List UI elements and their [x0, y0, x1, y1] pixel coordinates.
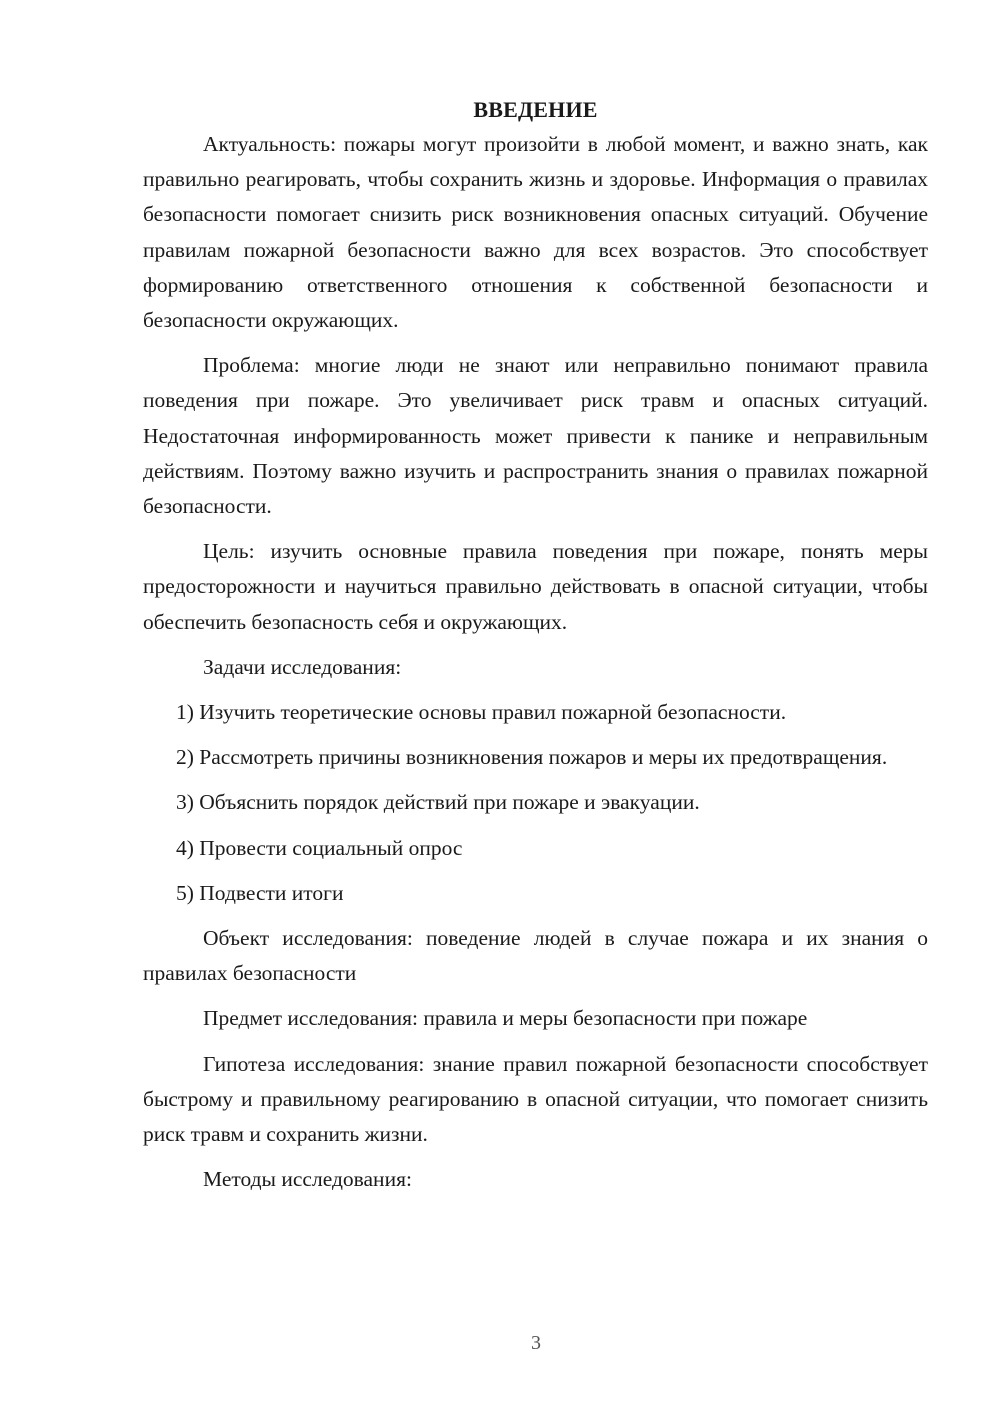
paragraph-hypothesis: Гипотеза исследования: знание правил пожарной безопасности способствует быстрому и правильному реагированию в опасной ситуации, что помогает снизить риск травм и сохранить жизни. — [143, 1051, 928, 1147]
task-item: 1) Изучить теоретические основы правил пожарной безопасности. — [176, 700, 787, 725]
paragraph-object: Объект исследования: поведение людей в случае пожара и их знания о правилах безопасности — [143, 926, 928, 986]
paragraph-goal: Цель: изучить основные правила поведения при пожаре, понять меры предосторожности и научиться правильно действовать в опасной ситуации, чтобы обеспечить безопасность себя и окружающих. — [143, 539, 928, 634]
task-item: 3) Объяснить порядок действий при пожаре и эвакуации. — [176, 790, 700, 815]
paragraph-problem: Проблема: многие люди не знают или неправильно понимают правила поведения при пожаре. Это увеличивает риск травм и опасных ситуаций. Недостаточная информированность может привести к панике и неправильным действиям. Поэтому важно изучить и распространить знания о правилах пожарной безопасности. — [143, 353, 928, 519]
paragraph-subject: Предмет исследования: правила и меры безопасности при пожаре — [203, 1006, 808, 1031]
paragraph-relevance: Актуальность: пожары могут произойти в любой момент, и важно знать, как правильно реагировать, чтобы сохранить жизнь и здоровье. Информация о правилах безопасности помогает снизить риск возникновения опасных ситуаций. Обучение правилам пожарной безопасности важно для всех возрастов. Это способствует формированию ответственного отношения к собственной безопасности и безопасности окружающих. — [143, 132, 928, 333]
task-item: 2) Рассмотреть причины возникновения пожаров и меры их предотвращения. — [176, 745, 888, 770]
methods-heading: Методы исследования: — [203, 1167, 412, 1192]
tasks-heading: Задачи исследования: — [203, 654, 402, 679]
page-number: 3 — [531, 1332, 541, 1354]
task-item: 5) Подвести итоги — [176, 880, 344, 905]
task-item: 4) Провести социальный опрос — [176, 835, 463, 860]
page-title: ВВЕДЕНИЕ — [473, 97, 598, 122]
document-page — [143, 92, 928, 1207]
